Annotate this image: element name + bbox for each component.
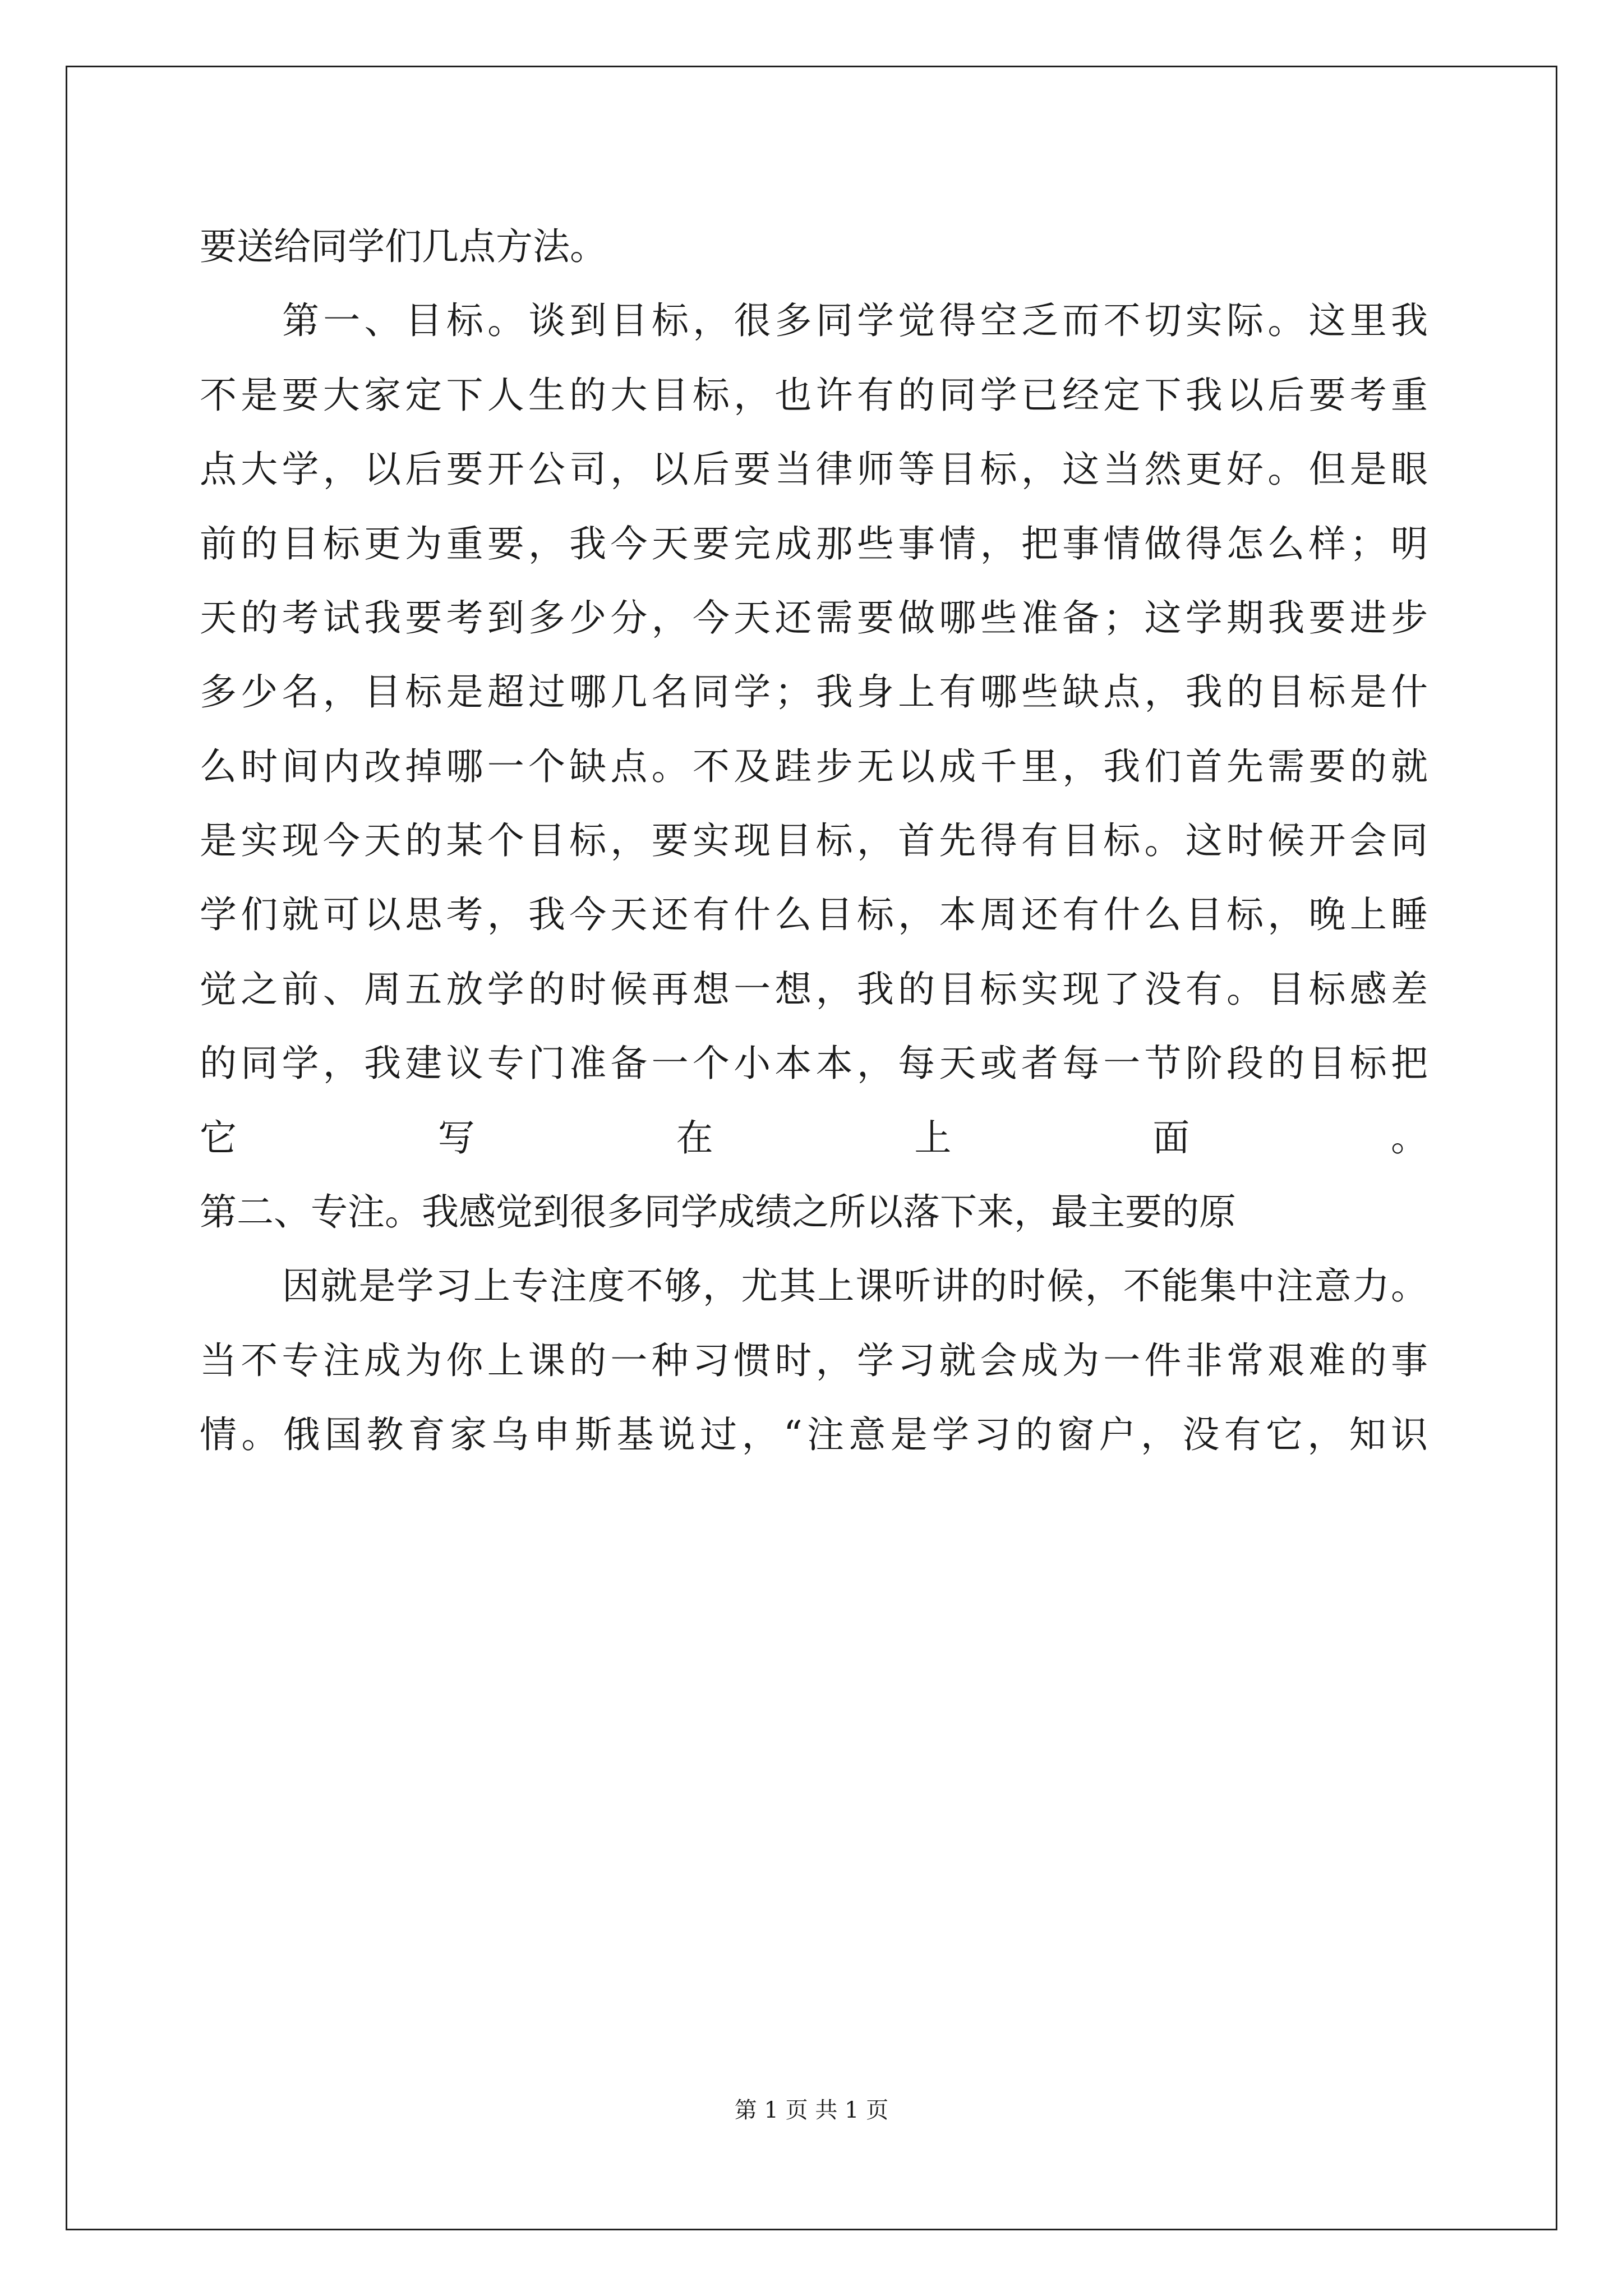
paragraph-line: 觉之前、周五放学的时候再想一想，我的目标实现了没有。目标感差 [200, 968, 1428, 1011]
paragraph-line: 要送给同学们几点方法。 [200, 225, 607, 268]
paragraph-line: 第二、专注。我感觉到很多同学成绩之所以落下来，最主要的原 [200, 1190, 1236, 1234]
paragraph-line: 前的目标更为重要，我今天要完成那些事情，把事情做得怎么样；明 [200, 522, 1428, 565]
paragraph-line: 它写在上面。 [200, 1116, 1428, 1159]
paragraph-line [200, 1479, 1428, 1540]
page-number-footer: 第 1 页 共 1 页 [734, 2097, 889, 2123]
paragraph-line: 因就是学习上专注度不够，尤其上课听讲的时候，不能集中注意力。 [282, 1264, 1428, 1308]
paragraph-line: 不是要大家定下人生的大目标，也许有的同学已经定下我以后要考重 [200, 374, 1428, 417]
paragraph-line: 学们就可以思考，我今天还有什么目标，本周还有什么目标，晚上睡 [200, 893, 1428, 936]
paragraph-line: 么时间内改掉哪一个缺点。不及跬步无以成千里，我们首先需要的就 [200, 745, 1428, 788]
paragraph-line: 当不专注成为你上课的一种习惯时，学习就会成为一件非常艰难的事 [200, 1339, 1428, 1382]
paragraph-line: 的同学，我建议专门准备一个小本本，每天或者每一节阶段的目标把 [200, 1042, 1428, 1085]
paragraph-line: 点大学，以后要开公司，以后要当律师等目标，这当然更好。但是眼 [200, 448, 1428, 491]
paragraph-line: 情。俄国教育家乌申斯基说过，“注意是学习的窗户，没有它，知识 [200, 1413, 1428, 1456]
paragraph-line: 多少名，目标是超过哪几名同学；我身上有哪些缺点，我的目标是什 [200, 670, 1428, 714]
paragraph-line: 第一、目标。谈到目标，很多同学觉得空乏而不切实际。这里我 [282, 299, 1428, 342]
paragraph-line: 天的考试我要考到多少分，今天还需要做哪些准备；这学期我要进步 [200, 596, 1428, 639]
paragraph-line: 是实现今天的某个目标，要实现目标，首先得有目标。这时候开会同 [200, 819, 1428, 862]
